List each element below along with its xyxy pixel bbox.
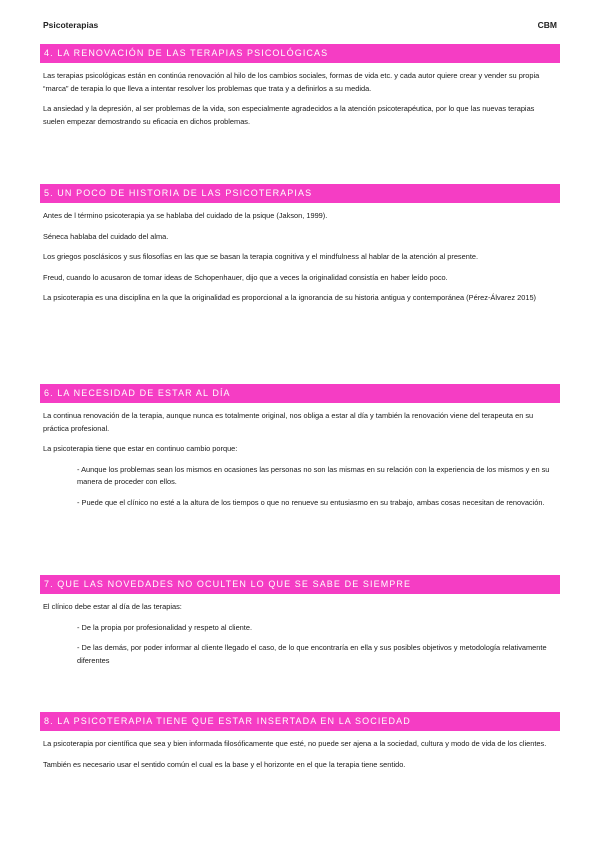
paragraph: También es necesario usar el sentido común el cual es la base y el horizonte en el que la terapia tiene sentido. [43,759,406,769]
paragraph: Séneca hablaba del cuidado del alma. [43,231,169,241]
section-title: 6. LA NECESIDAD DE ESTAR AL DÍA [40,384,560,403]
section-title: 5. UN POCO DE HISTORIA DE LAS PSICOTERAPIAS [40,184,560,203]
section-title: 8. LA PSICOTERAPIA TIENE QUE ESTAR INSERTADA EN LA SOCIEDAD [40,712,560,731]
section-title: 7. QUE LAS NOVEDADES NO OCULTEN LO QUE SE SABE DE SIEMPRE [40,575,560,594]
bullet-item: - De las demás, por poder informar al cliente llegado el caso, de lo que encontraría en ella y sus posibles objetivos y metodología relativamente diferentes [77,643,547,665]
section-renovacion [40,44,560,128]
paragraph: Los griegos posclásicos y sus filosofías en las que se basan la terapia cognitiva y el mindfulness al hablar de la atención al presente. [43,252,479,261]
section-sociedad [40,712,560,771]
paragraph: La psicoterapia es una disciplina en la que la originalidad es proporcional a la ignorancia de su historia antigua y contemporánea (Pérez-Álvarez 2015) [43,293,537,302]
paragraph: Las terapias psicológicas están en continúa renovación al hilo de los cambios sociales, formas de vida etc. y cada autor quiere crear y vender su propia “marca” de terapia lo que lleva a intentar resolver los problemas que trata y a definirlos a su medida. [43,71,540,93]
bullet-item: - Aunque los problemas sean los mismos en ocasiones las personas no son las mismas en su relación con la experiencia de los mismos y en su manera de proceder con ellos. [77,464,550,486]
header-right: CBM [537,20,557,30]
paragraph: Freud, cuando lo acusaron de tomar ideas de Schopenhauer, dijo que a veces la originalidad consistía en haber leído poco. [43,272,448,282]
page-header [43,20,557,30]
section-historia [40,184,560,305]
paragraph: La ansiedad y la depresión, al ser problemas de la vida, son especialmente agradecidos a la atención psicoterapéutica, por lo que las nuevas terapias suelen empezar demostrando su eficacia en dichos problemas. [43,104,535,126]
paragraph: El clínico debe estar al día de las terapias: [43,602,182,611]
paragraph: Antes de l término psicoterapia ya se hablaba del cuidado de la psique (Jakson, 1999). [43,211,328,220]
paragraph: La psicoterapia tiene que estar en continuo cambio porque: [43,444,238,453]
section-estar-al-dia [40,384,560,509]
paragraph: La psicoterapia por científica que sea y bien informada filosóficamente que esté, no puede ser ajena a la sociedad, cultura y modo de vida de los clientes. [43,739,547,748]
bullet-item: - De la propia por profesionalidad y respeto al cliente. [77,622,253,632]
section-novedades [40,575,560,667]
header-left: Psicoterapias [43,20,99,30]
section-title: 4. LA RENOVACIÓN DE LAS TERAPIAS PSICOLÓGICAS [40,44,560,63]
paragraph: La continua renovación de la terapia, aunque nunca es totalmente original, nos obliga a estar al día y también la renovación viene del terapeuta en su práctica profesional. [43,411,534,433]
bullet-item: - Puede que el clínico no esté a la altura de los tiempos o que no renueve su entusiasmo en su trabajo, ambas cosas necesitan de renovación. [77,497,545,507]
